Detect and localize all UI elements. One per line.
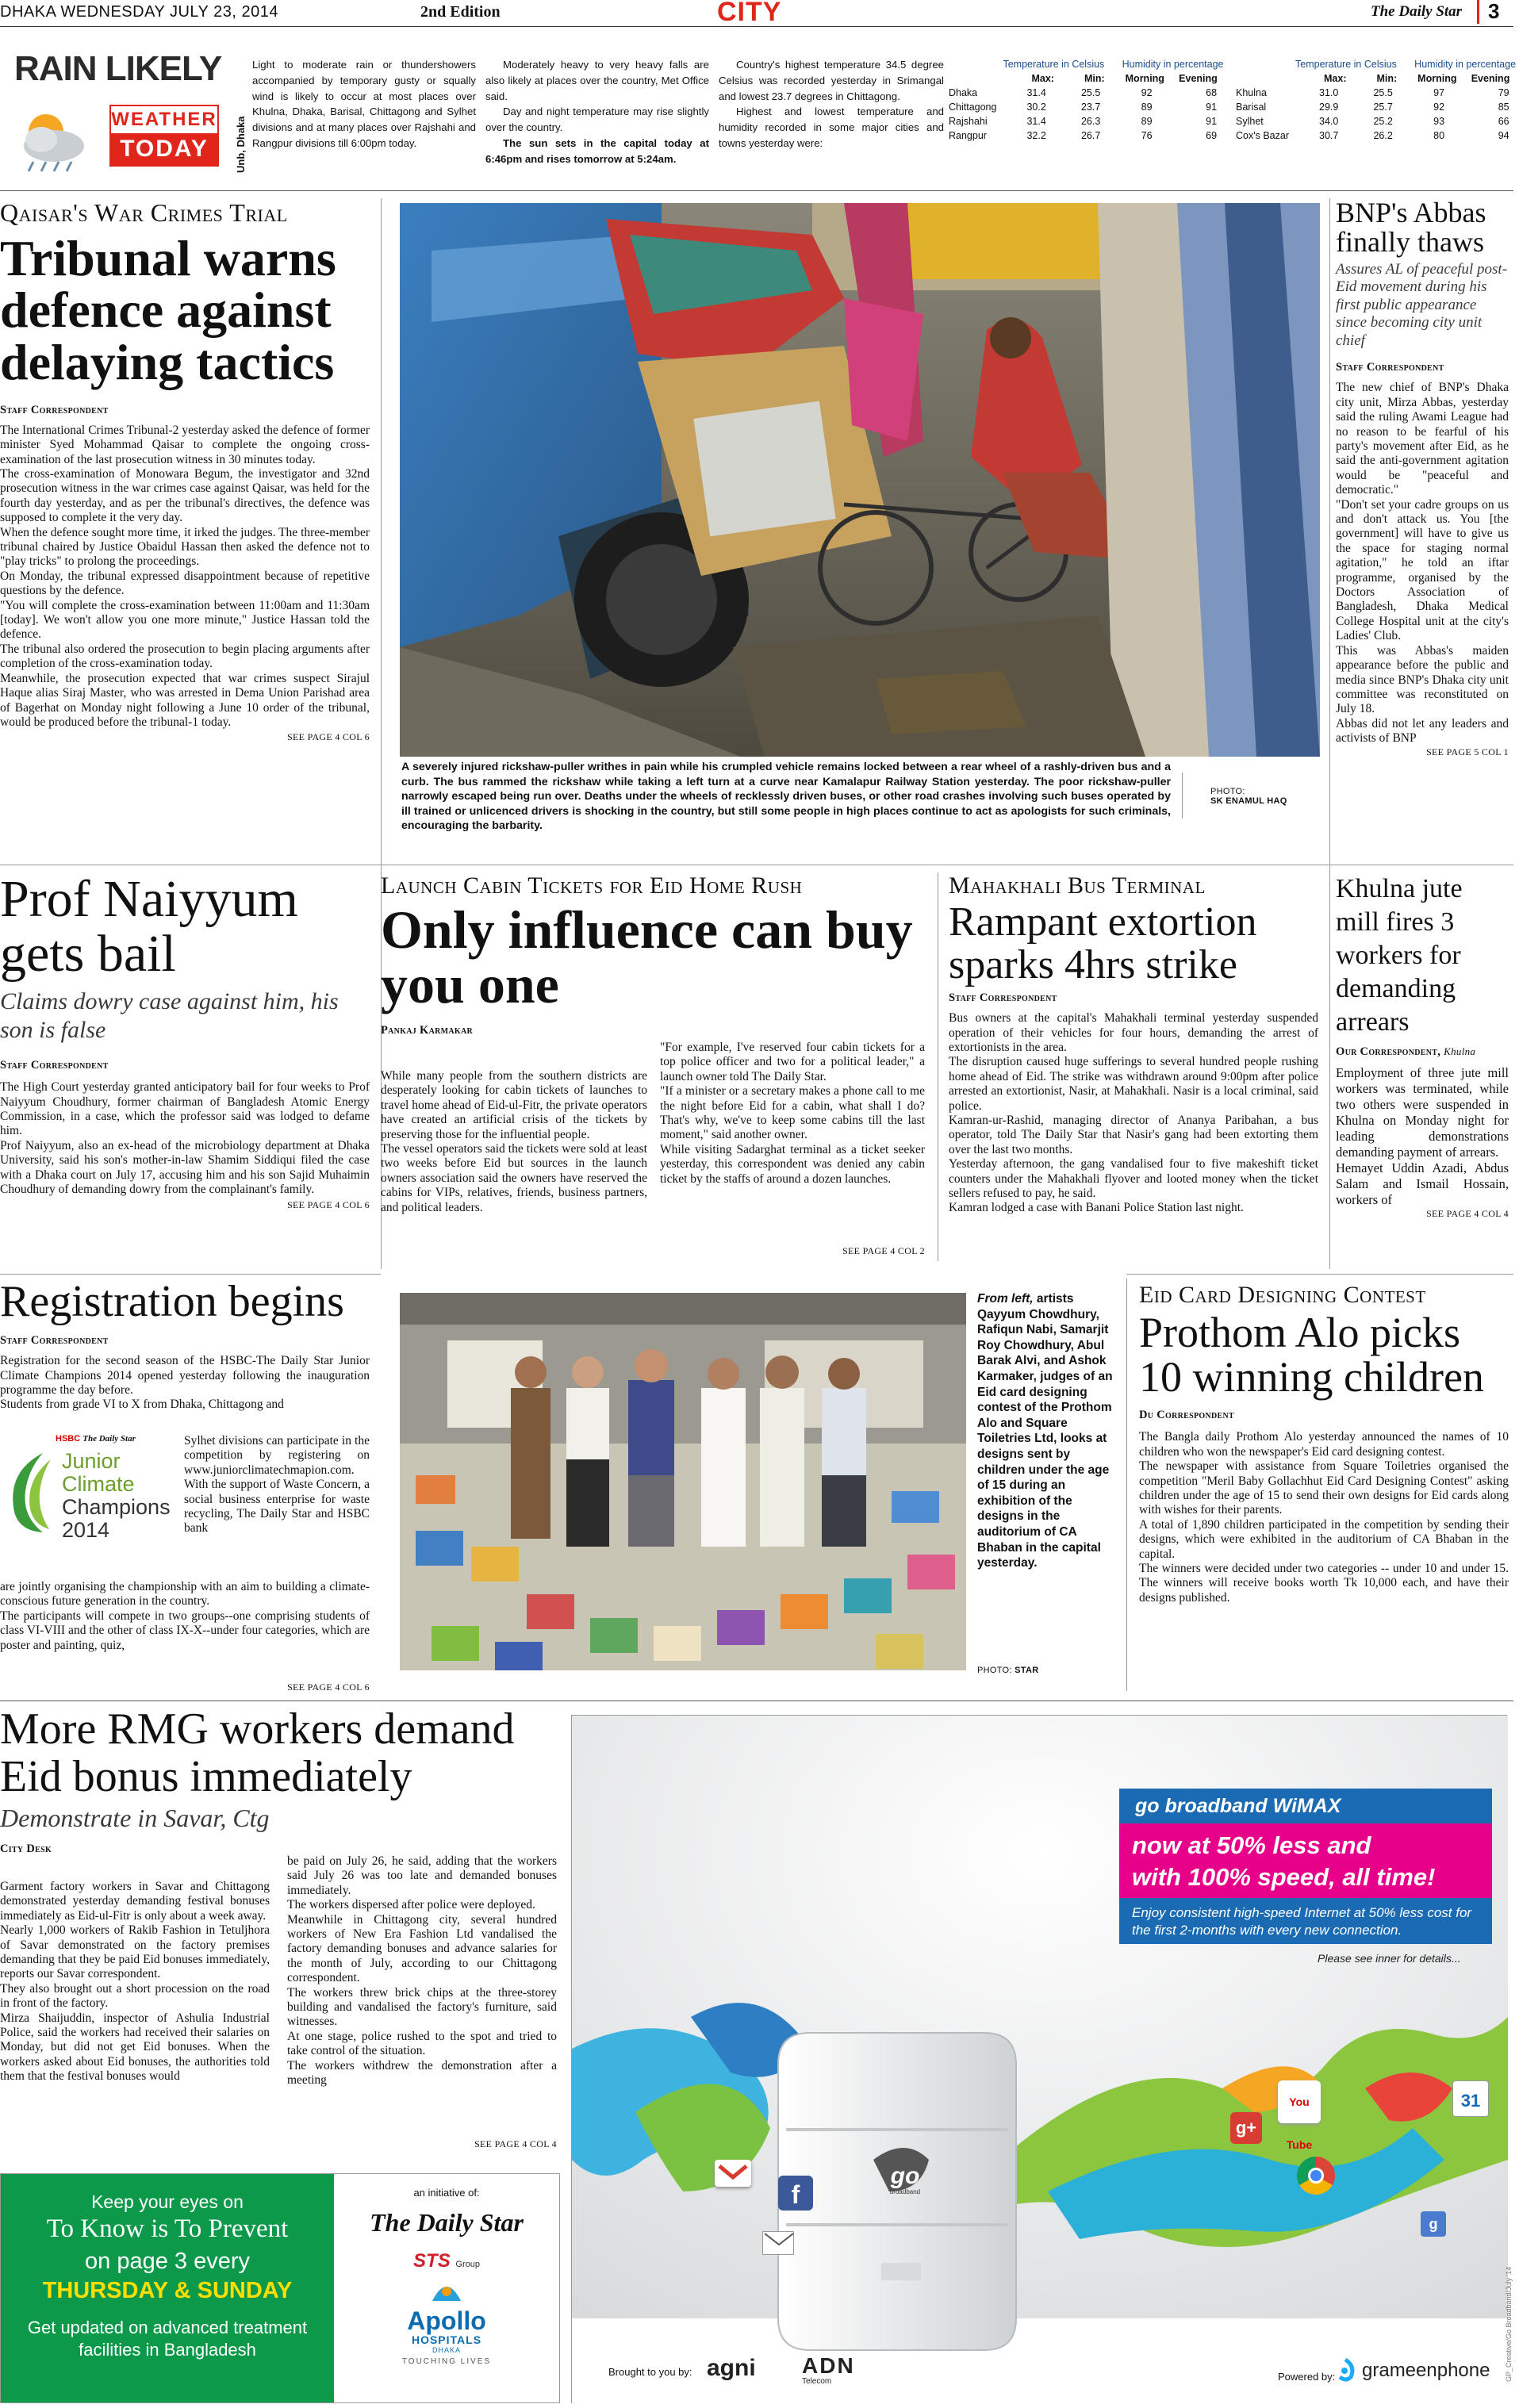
eid-photo-credit (977, 1666, 1038, 1675)
mail-icon (762, 2231, 794, 2255)
khulna-byline (1336, 1045, 1509, 1059)
weather-value: 29.9 (1319, 102, 1339, 113)
registration-headline: Registration begins (0, 1277, 344, 1326)
registration-byline: Staff Correspondent (0, 1334, 109, 1348)
apollo-ds-logo: The Daily Star (370, 2208, 524, 2237)
apollo-l5: Get updated on advanced treatment facilities in Bangladesh (27, 2318, 308, 2360)
bnp-byline: Staff Correspondent (1336, 361, 1444, 374)
gp-head-1: now at 50% less and (1132, 1831, 1371, 1859)
weather-col2a: Moderately heavy to very heavy falls are also likely at places over the country, Met Office said. (485, 59, 709, 102)
weather-col2c: The sun sets in the capital today at 6:46pm and rises tomorrow at 5:24am. (485, 136, 709, 165)
weather-col1: Light to moderate rain or thundershowers accompanied by temporary gusty or squally wind is likely to occur at most places over Khulna, Dhaka, Barisal, Chittagong and Sylhet divisions and at many places over Rajshahi and Rangpur divisions till 6:00pm today. (252, 59, 476, 149)
weather-value: 89 (1141, 116, 1153, 127)
weather-logo-bottom: TODAY (111, 133, 217, 165)
weather-value: 76 (1141, 130, 1153, 141)
weather-value: 80 (1433, 130, 1445, 141)
mahakhali-story (949, 872, 1318, 1216)
jcc-line-2: Climate (62, 1472, 135, 1496)
weather-col3 (719, 57, 944, 151)
evening-label-2: Evening (1471, 73, 1510, 84)
khulna-headline: Khulna jute mill fires 3 workers for demanding arrears (1336, 874, 1463, 1037)
weather-value: 79 (1498, 87, 1509, 98)
gp-head-2: with 100% speed, all time! (1132, 1863, 1436, 1891)
weather-value: 66 (1498, 116, 1509, 127)
prothom-byline: Du Correspondent (1139, 1409, 1234, 1422)
apollo-l4: THURSDAY & SUNDAY (42, 2278, 293, 2303)
ds-logo-small: The Daily Star (82, 1434, 136, 1444)
weather-value: 97 (1433, 87, 1445, 98)
page-number: 3 (1488, 0, 1500, 23)
prothom-story (1139, 1282, 1509, 1605)
hum-header-2: Humidity in percentage (1414, 59, 1517, 70)
weather-value: 85 (1498, 102, 1509, 113)
mahakhali-body: Bus owners at the capital's Mahakhali terminal yesterday suspended operation of their vehicles for four hours, demanding the arrest of extortionists in the area. The disruption caused huge sufferings to several hundred people rushing home ahead of Eid. The strike was withdrawn around 9:00pm after police arrested an extortionist, Nasir, at Mahakhali. Nasir is a local criminal, said police. Kamran-ur-Rashid, managing director of Ananya Paribahan, a bus operator, told The Daily Star that Nasir's gang had been extorting them over the last two months. Yesterday afternoon, the gang vandalised four to five makeshift ticket counters under the Mahakhali flyover and looted money when the ticket sellers refused to pay, he said. Kamran lodged a case with Banani Police Station last night. (949, 1011, 1318, 1215)
eid-caption-lead: From left, (977, 1292, 1034, 1306)
gp-go-logo (881, 2165, 929, 2195)
bnp-see: SEE PAGE 5 COL 1 (1426, 746, 1509, 757)
evening-label: Evening (1179, 73, 1218, 84)
mahakhali-kicker: Mahakhali Bus Terminal (949, 872, 1206, 899)
weather-value: 93 (1433, 116, 1445, 127)
weather-box (5, 38, 1517, 173)
weather-value: 31.0 (1319, 87, 1339, 98)
gp-ad (571, 1715, 1513, 2403)
registration-body-3: are jointly organising the championship with an aim to building a climate-conscious future generation in the country. The participants will compete in two groups--one comprising students of class VI-VIII and the other of class IX-X--under four categories, which are poster and painting, quiz, (0, 1580, 370, 1652)
wx2-row (1233, 86, 1519, 100)
eid-caption-text: artists Qayyum Chowdhury, Rafiqun Nabi, Samarjit Roy Chowdhury, Abul Barak Alvi, and Ashok Karmaker, judges of an Eid card designing contest of the Prothom Alo and Square Toiletries Ltd, looks at designs sent by children under the age of 15 during an exhibition of the designs in the auditorium of CA Bhaban in the capital yesterday. (977, 1292, 1113, 1570)
sts-logo-text: STS (413, 2250, 451, 2272)
registration-body-2: Sylhet divisions can participate in the competition by registering on www.juniorclimatechmapion.com. With the support of Waste Concern, a social business enterprise for waste recycling, The Daily Star and HSBC bank (184, 1434, 370, 1536)
adn-logo (802, 2355, 855, 2386)
wx2-row (1233, 128, 1519, 143)
city-name: Dhaka (949, 87, 978, 98)
weather-logo (109, 105, 219, 167)
wx2-row (1233, 100, 1519, 114)
wx1-row (946, 86, 1227, 100)
chrome-icon (1297, 2157, 1335, 2195)
naiyyum-headline: Prof Naiyyum gets bail (0, 870, 298, 983)
gp-headline-box (1119, 1823, 1492, 1898)
launch-kicker: Launch Cabin Tickets for Eid Home Rush (381, 872, 803, 899)
launch-body-2: "For example, I've reserved four cabin tickets for a top police officer and two for a political leader," a launch owner told The Daily Star. "If a minister or a secretary makes a phone call to me the night before Eid for a cabin, what shall I do? That's why, we've to keep some cabins till the last moment," said another owner. While visiting Sadarghat terminal as a ticket seeker yesterday, this correspondent was denied any cabin ticket by the staffs of around a dozen launches. (660, 1041, 925, 1186)
page-header (0, 0, 1513, 27)
city-name: Rangpur (949, 130, 987, 141)
caption-rule (1182, 773, 1183, 819)
launch-see: SEE PAGE 4 COL 2 (842, 1245, 925, 1256)
jcc-line-4: 2014 (62, 1518, 110, 1542)
main-photo-credit-name: SK ENAMUL HAQ (1210, 796, 1287, 806)
weather-value: 25.5 (1373, 87, 1393, 98)
rule-h-3 (1126, 1274, 1513, 1275)
weather-value: 91 (1206, 116, 1218, 127)
khulna-byline-place: Khulna (1444, 1045, 1476, 1057)
gp-go-text: go (890, 2163, 920, 2189)
jcc-line-3: Champions (62, 1495, 171, 1519)
gp-logo: grameenphone (1362, 2360, 1490, 2381)
main-photo-credit (1210, 787, 1287, 806)
weather-bottom-rule (0, 190, 1513, 191)
sts-group: Group (455, 2260, 480, 2269)
bnp-headline: BNP's Abbas finally thaws (1336, 197, 1486, 259)
weather-value: 92 (1141, 87, 1153, 98)
weather-title: RAIN LIKELY (14, 49, 222, 88)
city-name: Cox's Bazar (1236, 130, 1289, 141)
qaisar-kicker: Qaisar's War Crimes Trial (0, 198, 288, 227)
mahakhali-byline: Staff Correspondent (949, 991, 1057, 1005)
naiyyum-body: The High Court yesterday granted anticipatory bail for four weeks to Prof Naiyyum Choudhury, former chairman of Bangladesh Atomic Energy Commission, in a case, which the professor said was lodged to defame him. Prof Naiyyum, also an ex-head of the microbiology department at Dhaka University, said his son's mother-in-law Shamim Siddiqui filed the case with a Dhaka court on July 17, accusing him and his son Sajid Muhaimin Choudhury of demanding dowry from the complainant's family. (0, 1080, 370, 1197)
weather-value: 25.5 (1080, 87, 1101, 98)
rmg-headline: More RMG workers demand Eid bonus immediately (0, 1704, 515, 1801)
weather-value: 31.4 (1026, 87, 1046, 98)
adn-sub: Telecom (802, 2377, 832, 2386)
apollo-l1: Keep your eyes on (91, 2191, 244, 2212)
max-label-2: Max: (1324, 73, 1347, 84)
weather-value: 26.2 (1373, 130, 1393, 141)
weather-value: 91 (1206, 102, 1218, 113)
weather-value: 25.2 (1373, 116, 1393, 127)
weather-unb: Unb, Dhaka (235, 116, 247, 173)
apollo-l3: on page 3 every (85, 2249, 250, 2274)
main-photo-credit-label: PHOTO: (1210, 787, 1245, 796)
rmg-body-1: Garment factory workers in Savar and Chittagong demonstrated yesterday demanding festival bonuses immediately as Eid-ul-Fitr is only about a week away. Nearly 1,000 workers of Rakib Fashion in Tetuljhora of Savar demonstrated on the factory premises demanding that they be paid Eid bonuses immediately, reports our Savar correspondent. They also brought out a short procession on the road in front of the factory. Mirza Shaijuddin, inspector of Ashulia Industrial Police, said the workers had received their salaries on Monday, but did not get Eid bonuses. When the workers asked about Eid bonuses, the authorities told them that the festival bonuses would (0, 1880, 270, 2084)
main-photo (400, 203, 1320, 757)
header-divider (1477, 0, 1479, 24)
rule-h-2 (0, 1274, 381, 1275)
sts-logo (334, 2250, 559, 2272)
weather-value: 26.3 (1080, 116, 1101, 127)
weather-value: 25.7 (1373, 102, 1393, 113)
gp-logo-icon (1333, 2358, 1357, 2382)
apollo-initiative: an initiative of: (413, 2187, 480, 2199)
rule-v-2 (1329, 198, 1330, 1269)
city-name: Rajshahi (949, 116, 988, 127)
jcc-logo (0, 1434, 175, 1553)
prothom-headline: Prothom Alo picks 10 winning children (1139, 1309, 1484, 1401)
rmg-body-2: be paid on July 26, he said, adding that the workers said July 26 was too late and demanded bonuses immediately. The workers dispersed after police were deployed. Meanwhile in Chittagong city, several hundred workers of New Era Fashion Ltd vandalised the factory demanding bonuses and advance salaries for the month of July, according to our Chittagong correspondent. The workers threw brick chips at the three-storey building and vandalised the factory's furniture, said witnesses. At one stage, police rushed to the spot and tried to take control of the situation. The workers withdrew the demonstration after a meeting (287, 1854, 557, 2088)
qaisar-body: The International Crimes Tribunal-2 yesterday asked the defence of former minister Syed Mohammad Qaisar to complete the ongoing cross-examination of the last prosecution witness in 30 minutes today. The cross-examination of Monowara Begum, the investigator and 32nd prosecution witness in the war crimes case against Qaisar, was held for the fourth day yesterday, and as per the tribunal's directives, the defence was supposed to complete it the very day. When the defence sought more time, it irked the judges. The three-member tribunal chaired by Justice Obaidul Hassan then asked the defence not to "play tricks" to prolong the proceedings. On Monday, the tribunal expressed disappointment because of repetitive questions by the defence. "You will complete the cross-examination between 11:00am and 11:30am [today]. We won't allow you one more minute," Justice Hassan told the defence. The tribunal also ordered the prosecution to begin placing arguments after completion of the cross-examination today. Meanwhile, the prosecution expected that war crimes suspect Sirajul Haque alias Siraj Master, who was arrested in Dema Union Parishad area of Bagerhat on Monday night following a June 10 order of the tribunal, would be produced before the tribunal-1 today. (0, 423, 370, 729)
facebook-icon: f (778, 2176, 813, 2211)
launch-byline: Pankaj Karmakar (381, 1023, 474, 1037)
weather-col2b: Day and night temperature may rise slightly over the country. (485, 105, 709, 134)
weather-value: 94 (1498, 130, 1509, 141)
khulna-byline-text: Our Correspondent, (1336, 1045, 1441, 1058)
eid-photo (400, 1293, 966, 1670)
section-title: CITY (717, 0, 782, 27)
bnp-body: The new chief of BNP's Dhaka city unit, Mirza Abbas, yesterday said the ruling Awami League had no reason to be fearful of his party's movement after Eid, as he said the anti-government agitation would be "peaceful and democratic." "Don't set your cadre groups on us and don't attack us. You [the government] will have to give us the space for staging normal agitation," he told an iftar programme, organised by the Doctors Association of Bangladesh, Dhaka Medical College Hospital unit at the city's Ladies' Club. This was Abbas's maiden appearance before the public and media since BNP's Dhaka city unit committee was reconstituted on July 18. Abbas did not let any leaders and activists of BNP (1336, 381, 1509, 746)
masthead: The Daily Star (1371, 3, 1463, 20)
gp-side-code: GP_Creative/Go Broadband/July '14 (1505, 2266, 1513, 2382)
gp-go-sub: broadband (889, 2188, 921, 2195)
registration-body-1: Registration for the second season of the HSBC-The Daily Star Junior Climate Champions 2014 opened yesterday following the inauguration programme the day before. Students from grade VI to X from Dhaka, Chittagong and (0, 1354, 370, 1412)
weather-value: 34.0 (1319, 116, 1339, 127)
apollo-ad-green (1, 2174, 334, 2402)
naiyyum-deck: Claims dowry case against him, his son is false (0, 988, 339, 1044)
naiyyum-see: SEE PAGE 4 COL 6 (287, 1198, 370, 1210)
rmg-story (0, 1705, 560, 2157)
weather-value: 31.4 (1026, 116, 1046, 127)
agni-logo: agni (707, 2355, 756, 2381)
main-photo-caption: A severely injured rickshaw-puller writhes in pain while his crumpled vehicle remains locked between a rear wheel of a rashly-driven bus and a curb. The bus rammed the rickshaw while taking a left turn at a curve near Kamalapur Railway Station yesterday. The poor rickshaw-puller narrowly escaped being run over. Deaths under the wheels of recklessly driven buses, or other road crashes involving such buses operated by ill trained or unlicenced drivers is shocking in the country, but still some people in high places continue to act as apologists for such criminals, encouraging the barbarity. (401, 761, 1171, 832)
gp-sub: Enjoy consistent high-speed Internet at 50% less cost for the first 2-months with every new connection. (1119, 1898, 1492, 1944)
apollo-logo: Apollo (407, 2306, 486, 2335)
weather-value: 32.2 (1026, 130, 1046, 141)
youtube-icon: You Tube (1278, 2080, 1321, 2123)
bnp-deck: Assures AL of peaceful post-Eid movement during his first public appearance since becoming city unit chief (1336, 260, 1508, 349)
apollo-icon (334, 2277, 559, 2308)
eid-photo-credit-name: STAR (1015, 1666, 1039, 1675)
dateline: DHAKA WEDNESDAY JULY 23, 2014 (0, 3, 278, 21)
hum-header: Humidity in percentage (1122, 59, 1224, 70)
rmg-see: SEE PAGE 4 COL 4 (474, 2138, 557, 2149)
edition: 2nd Edition (420, 3, 501, 21)
min-label: Min: (1084, 73, 1105, 84)
weather-value: 26.7 (1080, 130, 1101, 141)
adn-text: ADN (802, 2353, 855, 2378)
weather-value: 23.7 (1080, 102, 1101, 113)
naiyyum-byline: Staff Correspondent (0, 1059, 109, 1072)
mahakhali-headline: Rampant extortion sparks 4hrs strike (949, 899, 1257, 988)
registration-see: SEE PAGE 4 COL 6 (287, 1681, 370, 1693)
city-name: Chittagong (949, 102, 997, 113)
eid-photo-credit-label: PHOTO: (977, 1666, 1012, 1675)
max-label: Max: (1031, 73, 1054, 84)
launch-body-1: While many people from the southern districts are desperately looking for cabin tickets of launches to travel home ahead of Eid-ul-Fitr, the private operators have created an artificial crisis of the tickets by preserving those for the influential people. The vessel operators said the tickets were sold at least two weeks before Eid but sources in the launch owners association said the owners have reserved the cabins for VIPs, relatives, friends, business partners, and political leaders. (381, 1069, 647, 1214)
wx1-row (946, 114, 1227, 128)
eid-photo-caption (977, 1291, 1120, 1571)
gp-brought: Brought to you by: (608, 2366, 692, 2378)
apollo-hospitals: HOSPITALS (411, 2333, 482, 2346)
apollo-touching: TOUCHING LIVES (401, 2357, 492, 2366)
hsbc-logo: HSBC (56, 1434, 81, 1444)
qaisar-story (0, 198, 370, 857)
prothom-kicker: Eid Card Designing Contest (1139, 1282, 1426, 1308)
qaisar-byline: Staff Correspondent (0, 403, 109, 416)
jcc-swoosh-icon (3, 1448, 59, 1536)
qaisar-headline: Tribunal warns defence against delaying tactics (0, 230, 336, 390)
jcc-line-1: Junior (62, 1449, 121, 1473)
gmail-icon (715, 2160, 751, 2187)
weather-value: 68 (1206, 87, 1218, 98)
launch-headline: Only influence can buy you one (381, 899, 913, 1015)
wx2-row (1233, 114, 1519, 128)
weather-col2 (485, 57, 709, 167)
registration-story (0, 1279, 370, 1691)
gplus-icon: g+ (1230, 2112, 1262, 2144)
morning-label-2: Morning (1417, 73, 1457, 84)
rule-v-4 (1126, 1279, 1127, 1691)
apollo-dhaka: DHAKA (432, 2346, 461, 2354)
wx1-row (946, 128, 1227, 143)
naiyyum-story (0, 872, 370, 1211)
prothom-body: The Bangla daily Prothom Alo yesterday announced the names of 10 children who won the newspaper's Eid card designing contest. The newspaper with assistance from Square Toiletries organised the competition "Meril Baby Gollachhut Eid Card Designing Contest" asking children under the age of 15 to send their own designs for Eid cards along with wishes for their parents. A total of 1,890 children participated in the competition by sending their designs, which were exhibited in the auditorium of CA Bhaban in the capital. The winners were decided under two categories -- under 10 and under 15. The winners will receive books worth Tk 10,000 each, and have their designs published. (1139, 1430, 1509, 1605)
city-name: Sylhet (1236, 116, 1264, 127)
min-label-2: Min: (1376, 73, 1398, 84)
apollo-ad (0, 2173, 560, 2403)
gplus-small-icon: g (1421, 2211, 1446, 2237)
weather-value: 69 (1206, 130, 1218, 141)
weather-logo-top: WEATHER (111, 106, 217, 133)
weather-value: 92 (1433, 102, 1445, 113)
temp-header-2: Temperature in Celsius (1295, 59, 1397, 70)
gp-powered: Powered by: (1278, 2371, 1336, 2383)
weather-icon (17, 102, 113, 173)
weather-table-2 (1233, 57, 1519, 143)
weather-col3b: Highest and lowest temperature and humidity recorded in some major cities and towns yesterday were: (719, 105, 944, 149)
weather-value: 89 (1141, 102, 1153, 113)
gp-band: go broadband WiMAX (1119, 1789, 1492, 1823)
weather-col3a: Country's highest temperature 34.5 degree Celsius was recorded yesterday in Srimangal and lowest 23.7 degrees in Chittagong. (719, 59, 944, 102)
wx1-row (946, 100, 1227, 114)
city-name: Barisal (1236, 102, 1267, 113)
khulna-story (1336, 872, 1509, 1220)
launch-story (381, 872, 926, 1256)
apollo-ad-logos (334, 2174, 559, 2402)
calendar-icon: 31 (1452, 2080, 1489, 2117)
weather-value: 30.7 (1319, 130, 1339, 141)
rmg-byline: City Desk (0, 1842, 52, 1855)
city-name: Khulna (1236, 87, 1267, 98)
weather-table-1 (946, 57, 1227, 143)
bnp-story (1336, 198, 1509, 758)
khulna-body: Employment of three jute mill workers was terminated, while two others were suspended in Khulna on Monday night for leading demonstrations demanding payment of arrears. Hemayet Uddin Azadi, Abdus Salam and Ismail Hossain, workers of (1336, 1065, 1509, 1207)
morning-label: Morning (1125, 73, 1164, 84)
qaisar-see: SEE PAGE 4 COL 6 (287, 731, 370, 743)
khulna-see: SEE PAGE 4 COL 4 (1426, 1208, 1509, 1219)
apollo-l2: To Know is To Prevent (46, 2214, 289, 2243)
temp-header: Temperature in Celsius (1003, 59, 1105, 70)
weather-value: 30.2 (1026, 102, 1046, 113)
rmg-deck: Demonstrate in Savar, Ctg (0, 1804, 270, 1832)
gp-inner: Please see inner for details... (1318, 1952, 1461, 1965)
